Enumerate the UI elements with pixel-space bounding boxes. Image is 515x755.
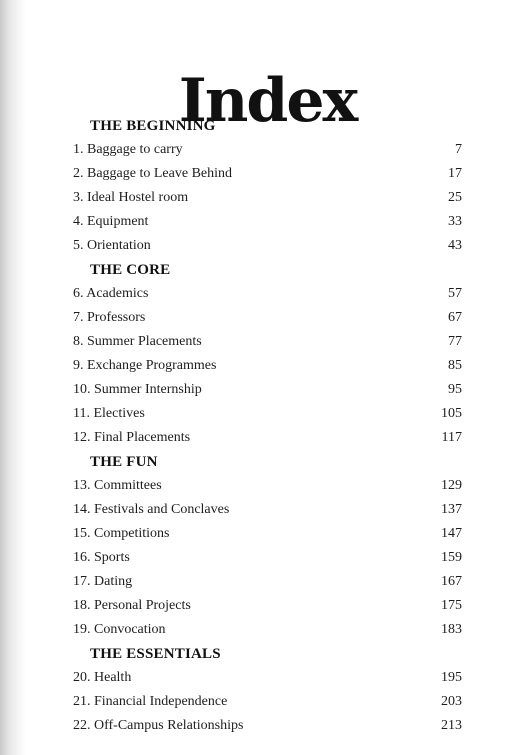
entry-page-number: 57 xyxy=(448,286,462,301)
entry-title: 2. Baggage to Leave Behind xyxy=(73,166,233,181)
entry-title: 3. Ideal Hostel room xyxy=(73,190,189,205)
entry-title: 20. Health xyxy=(73,670,132,685)
entry-page-number: 33 xyxy=(448,214,462,229)
section-heading: THE CORE xyxy=(90,262,171,278)
entry-page-number: 175 xyxy=(441,598,462,613)
toc-entry xyxy=(73,402,463,426)
toc-section xyxy=(73,258,463,450)
entry-page-number: 137 xyxy=(441,502,462,517)
entry-page-number: 25 xyxy=(448,190,462,205)
section-heading: THE ESSENTIALS xyxy=(90,646,221,662)
toc-entry xyxy=(73,162,463,186)
entry-page-number: 167 xyxy=(441,574,462,589)
entry-title: 13. Committees xyxy=(73,478,162,493)
entry-title: 12. Final Placements xyxy=(73,430,191,445)
toc-entry xyxy=(73,522,463,546)
toc-section xyxy=(73,642,463,738)
entry-page-number: 95 xyxy=(448,382,462,397)
entry-page-number: 85 xyxy=(448,358,462,373)
entry-page-number: 195 xyxy=(441,670,462,685)
table-of-contents xyxy=(73,114,463,738)
entry-title: 10. Summer Internship xyxy=(73,382,202,397)
toc-section xyxy=(73,450,463,642)
entry-page-number: 105 xyxy=(441,406,462,421)
entry-page-number: 77 xyxy=(448,334,462,349)
entry-page-number: 129 xyxy=(441,478,462,493)
toc-entry xyxy=(73,378,463,402)
toc-entry xyxy=(73,354,463,378)
entry-title: 16. Sports xyxy=(73,550,130,565)
entry-title: 8. Summer Placements xyxy=(73,334,202,349)
entry-page-number: 183 xyxy=(441,622,462,637)
entry-title: 5. Orientation xyxy=(73,238,151,253)
entry-page-number: 117 xyxy=(441,430,462,445)
toc-entry xyxy=(73,570,463,594)
page-title: Index xyxy=(178,66,357,137)
section-heading: THE FUN xyxy=(90,454,158,470)
entry-title: 4. Equipment xyxy=(73,214,149,229)
entry-title: 1. Baggage to carry xyxy=(73,142,183,157)
entry-page-number: 203 xyxy=(441,694,462,709)
entry-page-number: 67 xyxy=(448,310,462,325)
toc-section xyxy=(73,114,463,258)
entry-title: 14. Festivals and Conclaves xyxy=(73,502,230,517)
entry-title: 18. Personal Projects xyxy=(73,598,191,613)
entry-title: 21. Financial Independence xyxy=(73,694,228,709)
entry-title: 6. Academics xyxy=(73,286,149,301)
entry-title: 17. Dating xyxy=(73,574,133,589)
entry-title: 9. Exchange Programmes xyxy=(73,358,217,373)
toc-entry xyxy=(73,210,463,234)
entry-page-number: 7 xyxy=(455,142,462,157)
entry-title: 11. Electives xyxy=(73,406,145,421)
toc-entry xyxy=(73,426,463,450)
entry-page-number: 159 xyxy=(441,550,462,565)
toc-entry xyxy=(73,714,463,738)
toc-entry xyxy=(73,594,463,618)
section-heading: THE BEGINNING xyxy=(90,118,216,134)
toc-entry xyxy=(73,474,463,498)
toc-entry xyxy=(73,282,463,306)
toc-entry xyxy=(73,498,463,522)
entry-page-number: 213 xyxy=(441,718,462,733)
toc-entry xyxy=(73,666,463,690)
toc-entry xyxy=(73,138,463,162)
entry-page-number: 147 xyxy=(441,526,462,541)
entry-title: 7. Professors xyxy=(73,310,146,325)
toc-entry xyxy=(73,618,463,642)
entry-page-number: 43 xyxy=(448,238,462,253)
entry-title: 22. Off-Campus Relationships xyxy=(73,718,244,733)
entry-title: 15. Competitions xyxy=(73,526,170,541)
toc-entry xyxy=(73,330,463,354)
entry-title: 19. Convocation xyxy=(73,622,166,637)
entry-page-number: 17 xyxy=(448,166,462,181)
toc-entry xyxy=(73,690,463,714)
toc-entry xyxy=(73,234,463,258)
toc-entry xyxy=(73,186,463,210)
toc-entry xyxy=(73,306,463,330)
toc-entry xyxy=(73,546,463,570)
